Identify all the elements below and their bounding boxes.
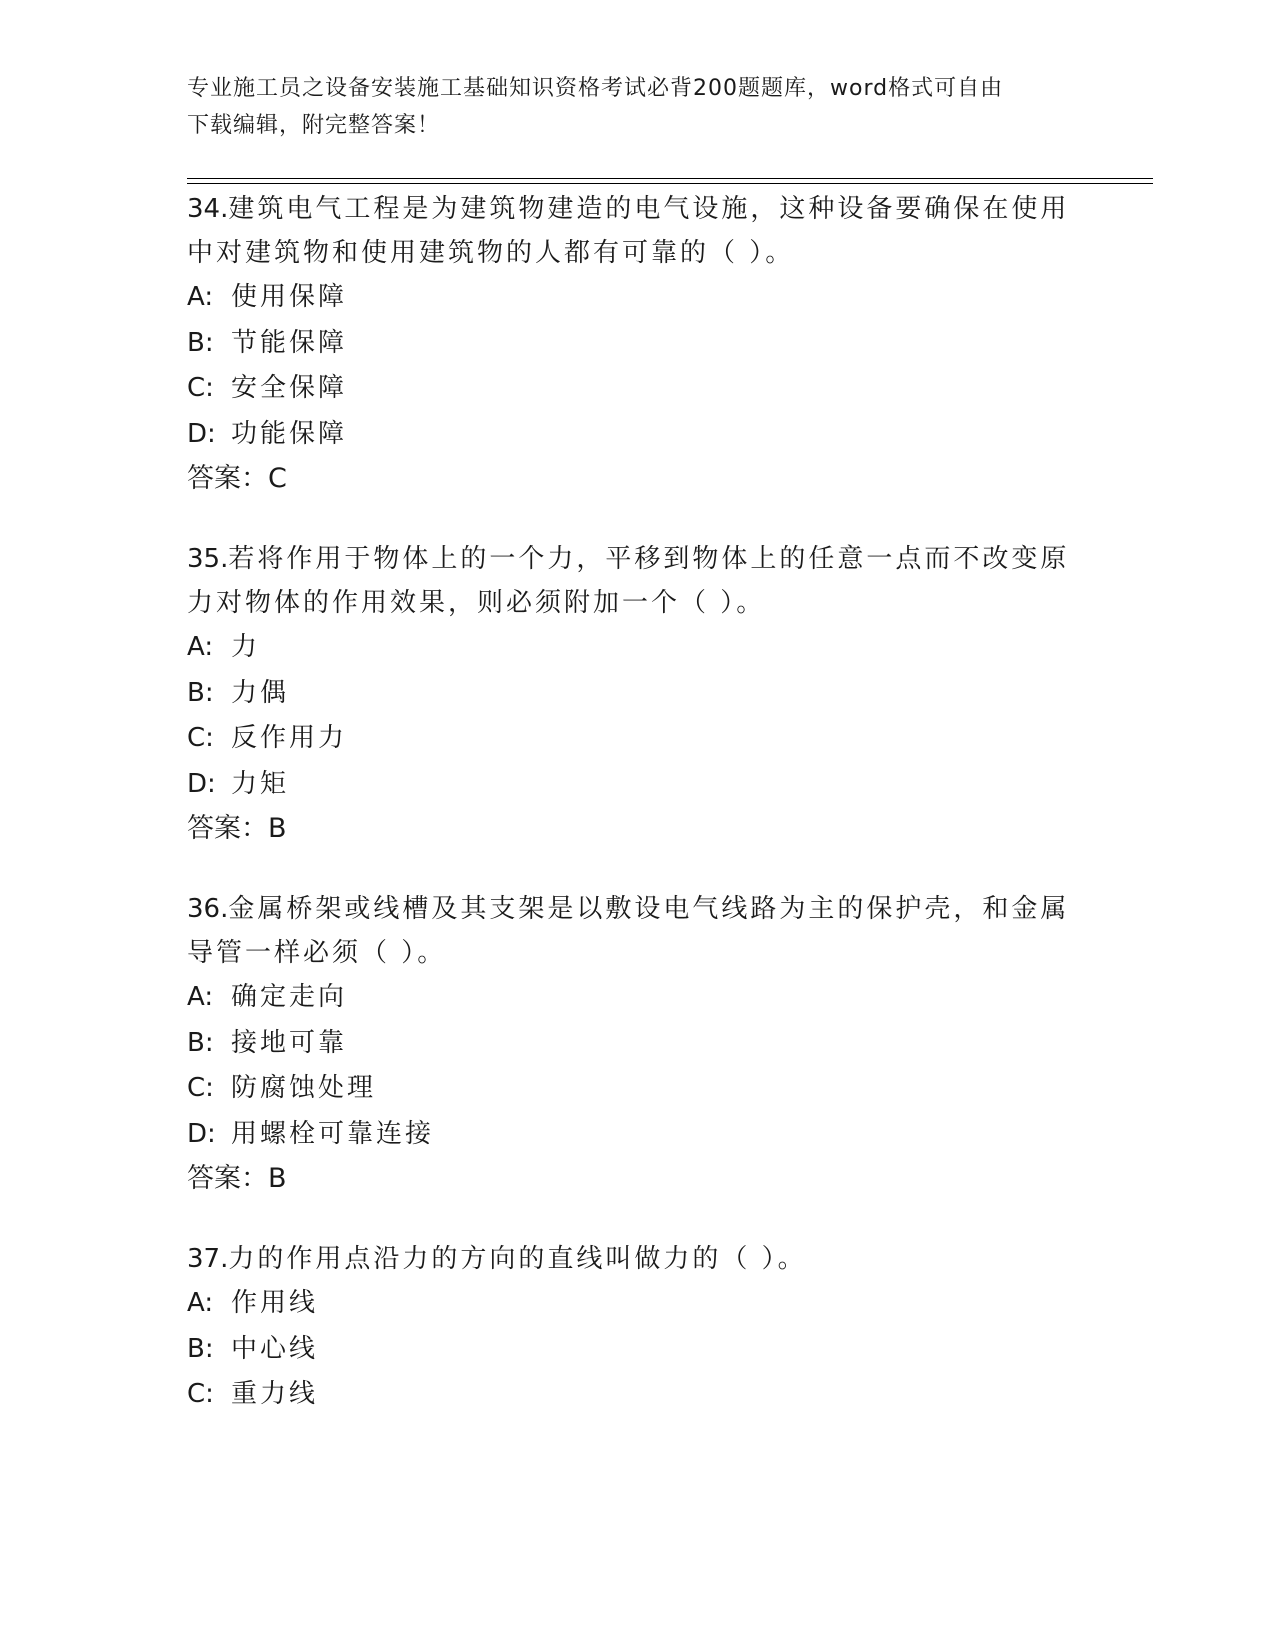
option-a [187, 1281, 1087, 1327]
option-text: 作用线 [231, 1288, 319, 1318]
answer-line: 答案：C [187, 463, 287, 494]
document-header [187, 70, 1067, 144]
question-list [187, 187, 1087, 1454]
header-title-line-1: 专业施工员之设备安装施工基础知识资格考试必背200题题库，word格式可自由 [187, 76, 1004, 101]
option-text: 安全保障 [231, 373, 348, 403]
question-text-line-2: 导管一样必须（ ）。 [187, 938, 447, 968]
question-stem [187, 1237, 1087, 1281]
option-label: A: [187, 982, 214, 1012]
option-label: A: [187, 1288, 214, 1318]
question-text-line-1: 金属桥架或线槽及其支架是以敷设电气线路为主的保护壳，和金属 [228, 894, 1070, 924]
option-text: 功能保障 [231, 418, 348, 449]
option-text: 使用保障 [231, 282, 348, 312]
option-d [187, 412, 1087, 458]
option-c [187, 366, 1087, 412]
question-text-line-1: 建筑电气工程是为建筑物建造的电气设施，这种设备要确保在使用 [228, 194, 1070, 224]
option-label: C: [187, 1379, 214, 1409]
answer-line: 答案：B [187, 813, 287, 844]
option-text: 力 [231, 632, 261, 662]
option-label: C: [187, 1073, 214, 1103]
option-label: D: [187, 418, 216, 449]
question-number: 34. [187, 194, 229, 224]
option-a [187, 975, 1087, 1021]
question-34 [187, 187, 1087, 501]
option-label: C: [187, 723, 214, 753]
header-title-line-2: 下载编辑，附完整答案！ [187, 113, 441, 138]
question-number: 36. [187, 894, 229, 924]
question-stem [187, 187, 1087, 275]
option-text: 确定走向 [231, 982, 348, 1012]
option-text: 防腐蚀处理 [231, 1073, 377, 1103]
option-text: 反作用力 [231, 723, 348, 753]
answer-line: 答案：B [187, 1163, 287, 1194]
option-c [187, 1372, 1087, 1418]
question-text-line-2: 中对建筑物和使用建筑物的人都有可靠的（ ）。 [187, 238, 795, 268]
option-text: 重力线 [231, 1379, 319, 1409]
question-number: 37. [187, 1244, 229, 1274]
option-text: 力矩 [231, 768, 290, 799]
option-label: B: [187, 1027, 214, 1058]
option-label: B: [187, 327, 214, 358]
option-d [187, 1112, 1087, 1158]
option-text: 中心线 [231, 1333, 319, 1364]
option-text: 节能保障 [231, 327, 348, 358]
option-d [187, 762, 1087, 808]
option-label: D: [187, 768, 216, 799]
option-b [187, 1021, 1087, 1067]
question-stem [187, 537, 1087, 625]
option-label: A: [187, 282, 214, 312]
question-stem [187, 887, 1087, 975]
option-label: A: [187, 632, 214, 662]
question-number: 35. [187, 544, 229, 574]
question-37 [187, 1237, 1087, 1418]
option-text: 用螺栓可靠连接 [231, 1118, 435, 1149]
question-36 [187, 887, 1087, 1201]
option-c [187, 716, 1087, 762]
question-text-line-1: 若将作用于物体上的一个力，平移到物体上的任意一点而不改变原 [228, 544, 1070, 574]
option-text: 接地可靠 [231, 1027, 348, 1058]
question-35 [187, 537, 1087, 851]
option-b [187, 671, 1087, 717]
option-label: D: [187, 1118, 216, 1149]
option-b [187, 1327, 1087, 1373]
option-a [187, 625, 1087, 671]
question-text-line-2: 力对物体的作用效果，则必须附加一个（ ）。 [187, 588, 766, 618]
option-a [187, 275, 1087, 321]
option-label: B: [187, 677, 214, 708]
option-c [187, 1066, 1087, 1112]
option-text: 力偶 [231, 677, 290, 708]
option-b [187, 321, 1087, 367]
option-label: C: [187, 373, 214, 403]
option-label: B: [187, 1333, 214, 1364]
header-divider [187, 178, 1153, 184]
question-text-line-1: 力的作用点沿力的方向的直线叫做力的（ ）。 [228, 1244, 807, 1274]
